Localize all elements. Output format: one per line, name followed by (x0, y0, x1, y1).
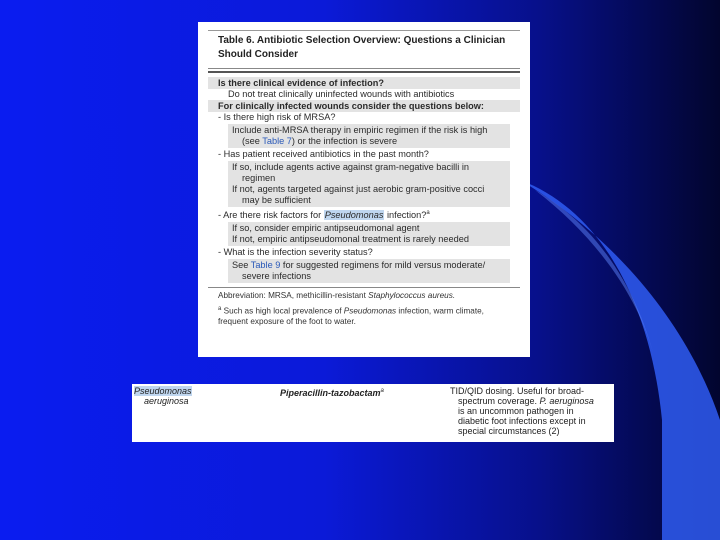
footnote: $^a$ Such as high local prevalence of Pseudomonas infection, warm climate, (218, 306, 484, 316)
prior-antibiotics-question: - Has patient received antibiotics in the past month? (218, 149, 429, 159)
drug-note-cell (450, 386, 614, 436)
note-line3: is an uncommon pathogen in (458, 406, 574, 416)
pseudo-answer-line1: If so, consider empiric antipseudomonal agent (232, 223, 420, 234)
pseudo-answer-line2: If not, empiric antipseudomonal treatment is rarely needed (232, 234, 469, 245)
table9-link[interactable]: Table 9 (250, 260, 281, 271)
severity-answer (228, 259, 510, 283)
mrsa-answer (228, 124, 510, 148)
mrsa-answer-line1: Include anti-MRSA therapy in empiric regimen if the risk is high (232, 125, 488, 135)
prior-antibiotics-answer (228, 161, 510, 207)
prior-answer-line1: If so, include agents active against gram-negative bacilli in (232, 162, 469, 172)
note-line1: TID/QID dosing. Useful for broad- (450, 386, 585, 396)
divider (208, 68, 520, 69)
prior-answer-line4: may be sufficient (242, 195, 311, 205)
abbreviation-note: Abbreviation: MRSA, methicillin-resistant Staphylococcus aureus. (218, 291, 456, 301)
q2-heading: For clinically infected wounds consider the questions below: (208, 100, 520, 112)
note-line4: diabetic foot infections except in (458, 416, 586, 426)
table-title-line2: Should Consider (218, 49, 298, 60)
q1-answer: Do not treat clinically uninfected wounds with antibiotics (228, 89, 455, 99)
severity-answer-line2: severe infections (242, 271, 311, 282)
organism-species: aeruginosa (144, 396, 189, 406)
note-line5: special circumstances (2) (458, 426, 560, 436)
regimen-table-row (132, 384, 614, 442)
severity-answer-line1: See Table 9 for suggested regimens for mild versus moderate/ (232, 260, 486, 271)
organism-cell (134, 386, 202, 406)
note-line2: spectrum coverage. P. aeruginosa (458, 396, 594, 406)
antibiotic-selection-table (198, 22, 530, 357)
pseudomonas-answer (228, 222, 510, 246)
table-title (208, 30, 520, 61)
mrsa-answer-line2: (see Table 7) or the infection is severe (242, 136, 398, 146)
mrsa-question: - Is there high risk of MRSA? (218, 112, 336, 122)
organism-name: Pseudomonas (134, 386, 192, 396)
drug-cell: Piperacillin-tazobactam$^a$ (280, 388, 384, 398)
prior-answer-line3: If not, agents targeted against just aerobic gram-positive cocci (232, 184, 485, 194)
footnote-line2: frequent exposure of the foot to water. (218, 316, 356, 326)
q1-heading: Is there clinical evidence of infection? (208, 77, 520, 89)
severity-question: - What is the infection severity status? (218, 247, 373, 258)
prior-answer-line2: regimen (242, 173, 276, 183)
drug-name: Piperacillin-tazobactam (280, 388, 381, 398)
pseudomonas-question: - Are there risk factors for Pseudomonas infection?$^a$ (218, 210, 430, 221)
table-title-line1: Table 6. Antibiotic Selection Overview: Questions a Clinician (218, 35, 506, 46)
table7-link[interactable]: Table 7 (262, 136, 292, 146)
pseudomonas-highlight: Pseudomonas (324, 210, 384, 221)
